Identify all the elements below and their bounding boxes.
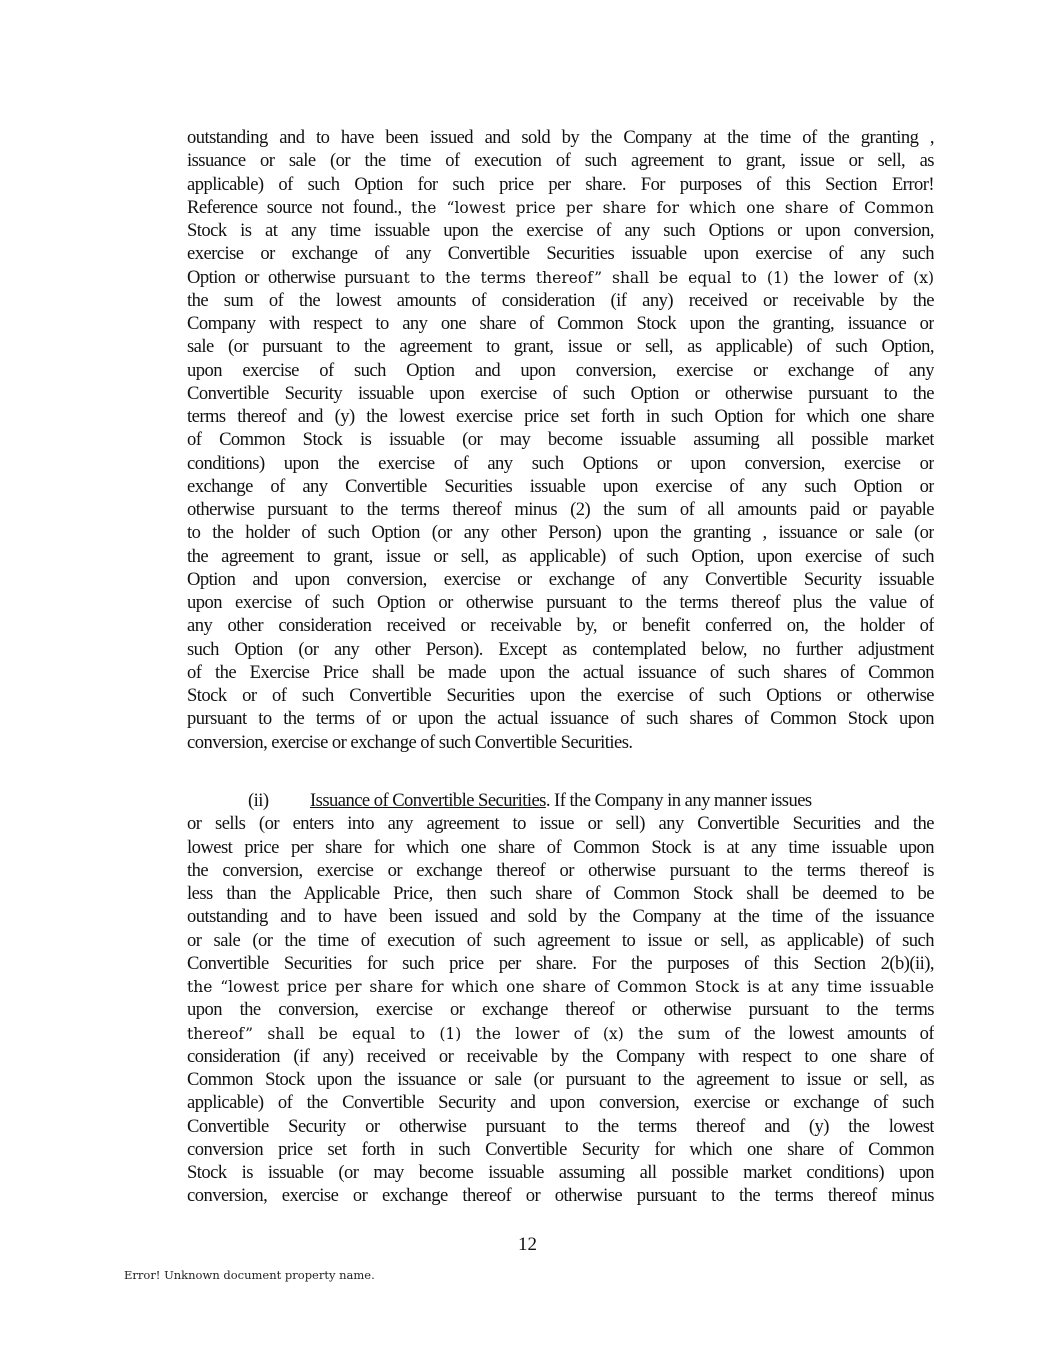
text-line: conversion, exercise or exchange of such Convertible Securities. xyxy=(187,731,633,753)
text-line: sale (or pursuant to the agreement to grant, issue or sell, as applicable) of such Option, xyxy=(187,336,934,358)
text-line: to the holder of such Option (or any other Person) upon the granting , issuance or sale (or xyxy=(187,522,934,544)
text-line: less than the Applicable Price, then such share of Common Stock shall be deemed to be xyxy=(187,883,934,904)
text-segment: Option or otherwise purs xyxy=(187,266,375,288)
text-line: upon the conversion, exercise or exchange thereof or otherwise pursuant to the terms xyxy=(187,999,934,1021)
text-line: Company with respect to any one share of Common Stock upon the granting, issuance or xyxy=(187,313,934,334)
section-number: (ii) xyxy=(248,790,269,811)
text-line: conditions) upon the exercise of any such Options or upon conversion, exercise or xyxy=(187,452,934,474)
page-number: 12 xyxy=(518,1234,537,1255)
paragraph-issuance-of-convertible-securities xyxy=(187,789,934,1208)
text-line xyxy=(187,975,934,998)
text-segment: thereof” shall be equal to (1) the lower of (x) the sum of xyxy=(187,1024,754,1043)
text-line: consideration (if any) received or receivable by the Company with respect to one share of xyxy=(187,1045,934,1067)
text-line: Stock is issuable (or may become issuable assuming all possible market conditions) upon xyxy=(187,1162,934,1183)
section-heading: Issuance of Convertible Securities xyxy=(310,790,546,811)
text-line: applicable) of such Option for such price per share. For purposes of this Section Error! xyxy=(187,173,934,195)
text-line: the sum of the lowest amounts of consideration (if any) received or receivable by the xyxy=(187,289,934,311)
text-line: upon exercise of such Option and upon conversion, exercise or exchange of any xyxy=(187,359,934,381)
text-line: the conversion, exercise or exchange thereof or otherwise pursuant to the terms thereof is xyxy=(187,859,934,881)
text-segment: Reference source not found., xyxy=(187,196,411,218)
text-line: conversion price set forth in such Convertible Security for which one share of Common xyxy=(187,1138,934,1160)
text-line: exercise or exchange of any Convertible Securities issuable upon exercise of any such xyxy=(187,243,934,265)
text-line xyxy=(187,1022,934,1045)
footer-text: Error! Unknown document property name. xyxy=(124,1268,375,1282)
text-line xyxy=(187,789,934,812)
text-line: of Common Stock is issuable (or may become issuable assuming all possible market xyxy=(187,429,934,451)
text-segment: uant to the terms thereof” shall be equal to (1) the lower of (x) xyxy=(374,268,934,287)
text-line: applicable) of the Convertible Security and upon conversion, exercise or exchange of such xyxy=(187,1092,934,1114)
text-line: of the Exercise Price shall be made upon the actual issuance of such shares of Common xyxy=(187,661,934,683)
text-line: Convertible Security issuable upon exercise of such Option or otherwise pursuant to the xyxy=(187,382,934,404)
text-segment: the lowest amounts of xyxy=(753,1022,934,1044)
text-line: the agreement to grant, issue or sell, as applicable) of such Option, upon exercise of such xyxy=(187,545,934,567)
paragraph-option-pricing xyxy=(187,126,934,754)
text-line: or sells (or enters into any agreement to issue or sell) any Convertible Securities and the xyxy=(187,813,934,835)
text-line: conversion, exercise or exchange thereof or otherwise pursuant to the terms thereof minus xyxy=(187,1185,934,1207)
text-line: Option and upon conversion, exercise or exchange of any Convertible Security issuable xyxy=(187,568,934,590)
text-line: terms thereof and (y) the lowest exercise price set forth in such Option for which one share xyxy=(187,406,934,427)
text-line: Convertible Securities for such price per share. For the purposes of this Section 2(b)(ii), xyxy=(187,952,934,974)
text-line: pursuant to the terms of or upon the actual issuance of such shares of Common Stock upon xyxy=(187,708,934,730)
text-line: otherwise pursuant to the terms thereof minus (2) the sum of all amounts paid or payable xyxy=(187,499,934,520)
text-line: Stock is at any time issuable upon the exercise of any such Options or upon conversion, xyxy=(187,220,934,241)
text-line: outstanding and to have been issued and sold by the Company at the time of the issuance xyxy=(187,906,934,928)
text-line: such Option (or any other Person). Except as contemplated below, no further adjustment xyxy=(187,638,934,660)
text-line: outstanding and to have been issued and sold by the Company at the time of the granting , xyxy=(187,127,934,148)
text-line: or sale (or the time of execution of such agreement to issue or sell, as applicable) of such xyxy=(187,929,934,951)
text-line: Convertible Security or otherwise pursuant to the terms thereof and (y) the lowest xyxy=(187,1115,934,1137)
text-line xyxy=(187,266,934,289)
text-line: upon exercise of such Option or otherwise pursuant to the terms thereof plus the value of xyxy=(187,592,934,613)
text-line: Common Stock upon the issuance or sale (or pursuant to the agreement to issue or sell, as xyxy=(187,1069,934,1090)
text-line xyxy=(187,196,934,219)
text-line: lowest price per share for which one share of Common Stock is at any time issuable upon xyxy=(187,836,934,858)
text-line: exchange of any Convertible Securities issuable upon exercise of any such Option or xyxy=(187,475,934,497)
text-line: any other consideration received or receivable by, or benefit conferred on, the holder of xyxy=(187,615,934,637)
text-line: Stock or of such Convertible Securities upon the exercise of such Options or otherwise xyxy=(187,685,934,706)
text-segment: the “lowest price per share for which one share of Common xyxy=(410,198,934,217)
text-line: issuance or sale (or the time of execution of such agreement to grant, issue or sell, as xyxy=(187,150,934,172)
text-segment: . If the Company in any manner issues xyxy=(545,790,812,811)
text-segment: the “lowest price per share for which one share of Common Stock is at any time issuable xyxy=(187,978,934,996)
